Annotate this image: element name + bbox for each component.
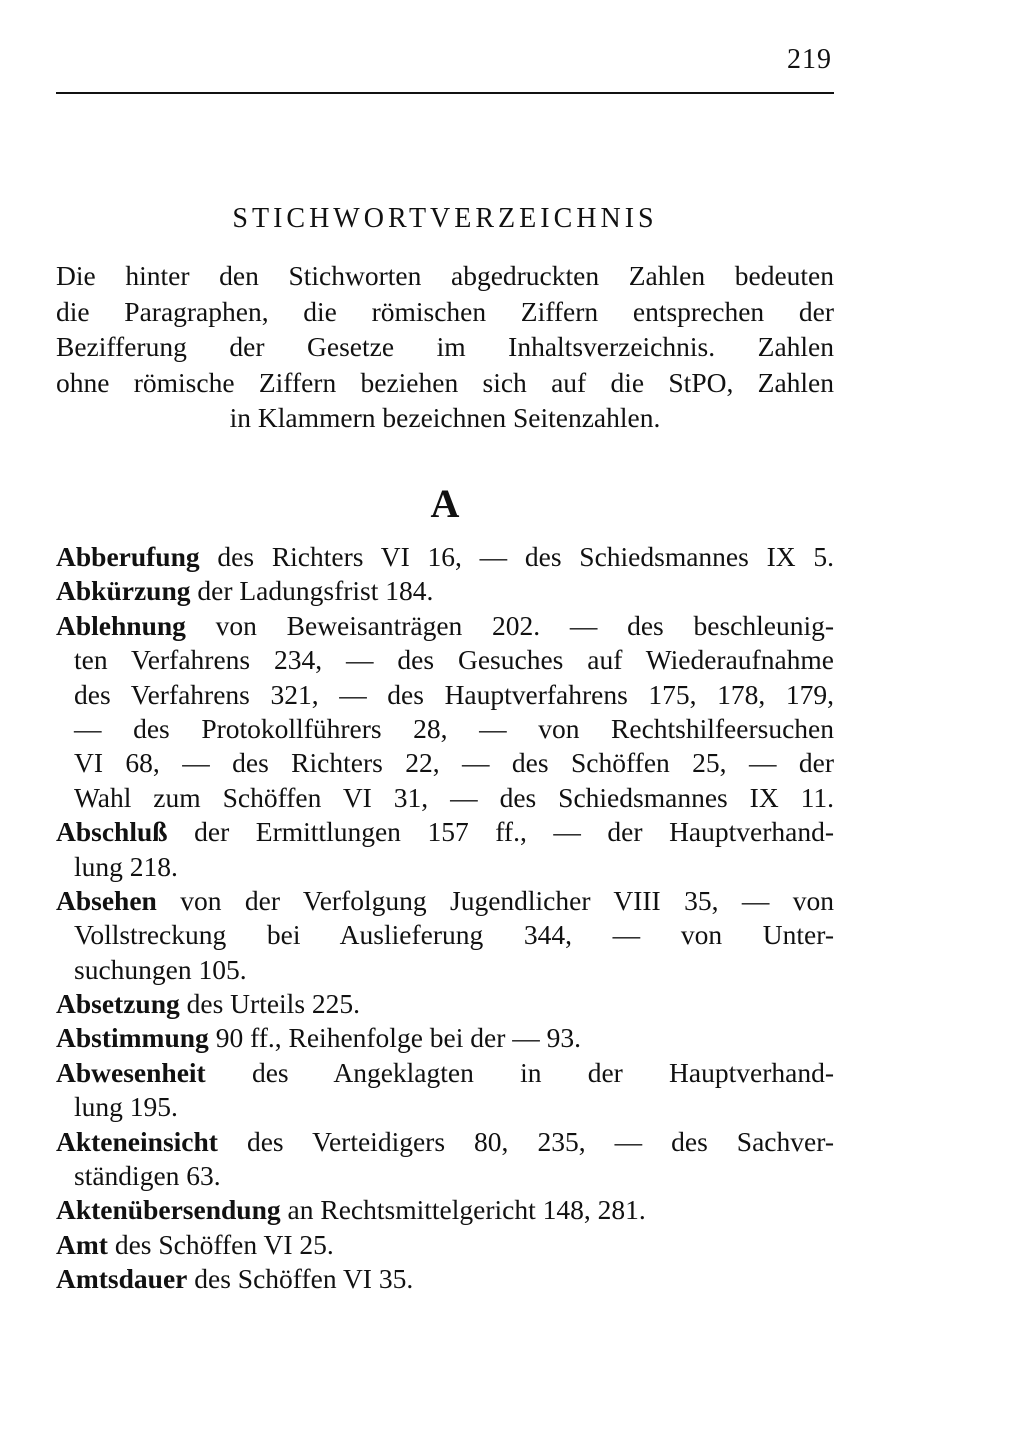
entry-line: VI 68, — des Richters 22, — des Schöffen 25, — der: [74, 747, 834, 779]
entry-text: des Schöffen VI 35.: [187, 1263, 414, 1295]
entry-text: der Ladungsfrist 184.: [190, 575, 434, 607]
index-entry: [56, 609, 834, 815]
intro-line: in Klammern bezeichnen Seitenzahlen.: [229, 402, 661, 433]
entry-keyword: Abkürzung: [56, 575, 191, 607]
entry-line: [56, 1262, 834, 1296]
intro-line: Die hinter den Stichworten abgedruckten Zahlen bedeuten: [56, 260, 834, 291]
index-entry: [56, 1056, 834, 1125]
index-entry: [56, 1021, 834, 1055]
entry-text: an Rechtsmittelgericht 148, 281.: [280, 1194, 646, 1226]
entry-line: [56, 609, 834, 643]
header-rule: [56, 92, 834, 94]
entry-line: [56, 815, 834, 849]
entry-text: von der Verfolgung Jugendlicher VIII 35, — von: [156, 884, 834, 916]
entry-keyword: Aktenübersendung: [56, 1194, 281, 1226]
entry-keyword: Amtsdauer: [56, 1263, 188, 1295]
entry-line: lung 195.: [74, 1091, 178, 1123]
entry-keyword: Abstimmung: [56, 1022, 209, 1054]
index-entry: [56, 540, 834, 574]
intro-line: ohne römische Ziffern beziehen sich auf die StPO, Zahlen: [56, 366, 834, 398]
index-entry: [56, 574, 834, 608]
entry-text: des Schöffen VI 25.: [107, 1228, 334, 1260]
entry-line: [56, 987, 834, 1021]
entry-keyword: Abberufung: [56, 541, 200, 572]
entry-line: ständigen 63.: [74, 1160, 221, 1192]
entry-line: [56, 1228, 834, 1262]
index-entries: [56, 540, 834, 1297]
index-title: STICHWORTVERZEICHNIS: [232, 203, 658, 234]
entry-line: des Verfahrens 321, — des Hauptverfahrens 175, 178, 179,: [74, 678, 834, 710]
section-letter: A: [430, 481, 460, 526]
entry-line: [56, 1193, 834, 1227]
entry-line: [56, 540, 834, 574]
index-entry: [56, 987, 834, 1021]
index-entry: [56, 1228, 834, 1262]
entry-text: 90 ff., Reihenfolge bei der — 93.: [208, 1022, 581, 1054]
index-entry: [56, 1125, 834, 1194]
index-entry: [56, 1262, 834, 1296]
entry-line: [56, 1125, 834, 1159]
entry-keyword: Absetzung: [56, 988, 180, 1020]
index-entry: [56, 884, 834, 987]
entry-text: des Richters VI 16, — des Schiedsmannes IX 5.: [199, 541, 834, 572]
entry-keyword: Absehen: [56, 884, 157, 916]
entry-line: suchungen 105.: [74, 953, 247, 985]
index-entry: [56, 815, 834, 884]
entry-text: der Ermittlungen 157 ff., — der Hauptverhand-: [167, 816, 834, 848]
entry-keyword: Ablehnung: [56, 609, 186, 641]
entry-line: Wahl zum Schöffen VI 31, — des Schiedsmannes IX 11.: [74, 781, 834, 813]
entry-line: [56, 1056, 834, 1090]
intro-line: die Paragraphen, die römischen Ziffern entsprechen der: [56, 295, 834, 327]
entry-line: [56, 574, 834, 608]
entry-keyword: Akteneinsicht: [56, 1125, 218, 1157]
page-number: 219: [787, 44, 832, 75]
index-entry: [56, 1193, 834, 1227]
intro-paragraph: [56, 258, 834, 436]
entry-text: von Beweisanträgen 202. — des beschleunig-: [185, 609, 834, 641]
entry-line: ten Verfahrens 234, — des Gesuches auf Wiederaufnahme: [74, 644, 834, 676]
entry-line: lung 218.: [74, 850, 178, 882]
entry-line: [56, 1021, 834, 1055]
entry-keyword: Abschluß: [56, 816, 168, 848]
entry-keyword: Abwesenheit: [56, 1056, 206, 1088]
entry-line: — des Protokollführers 28, — von Rechtshilfeersuchen: [74, 712, 834, 744]
entry-keyword: Amt: [56, 1228, 108, 1260]
entry-line: Vollstreckung bei Auslieferung 344, — von Unter-: [74, 919, 834, 951]
entry-text: des Verteidigers 80, 235, — des Sachver-: [217, 1125, 834, 1157]
entry-line: [56, 884, 834, 918]
entry-text: des Angeklagten in der Hauptverhand-: [205, 1056, 834, 1088]
intro-line: Bezifferung der Gesetze im Inhaltsverzeichnis. Zahlen: [56, 331, 834, 362]
entry-text: des Urteils 225.: [179, 988, 361, 1020]
